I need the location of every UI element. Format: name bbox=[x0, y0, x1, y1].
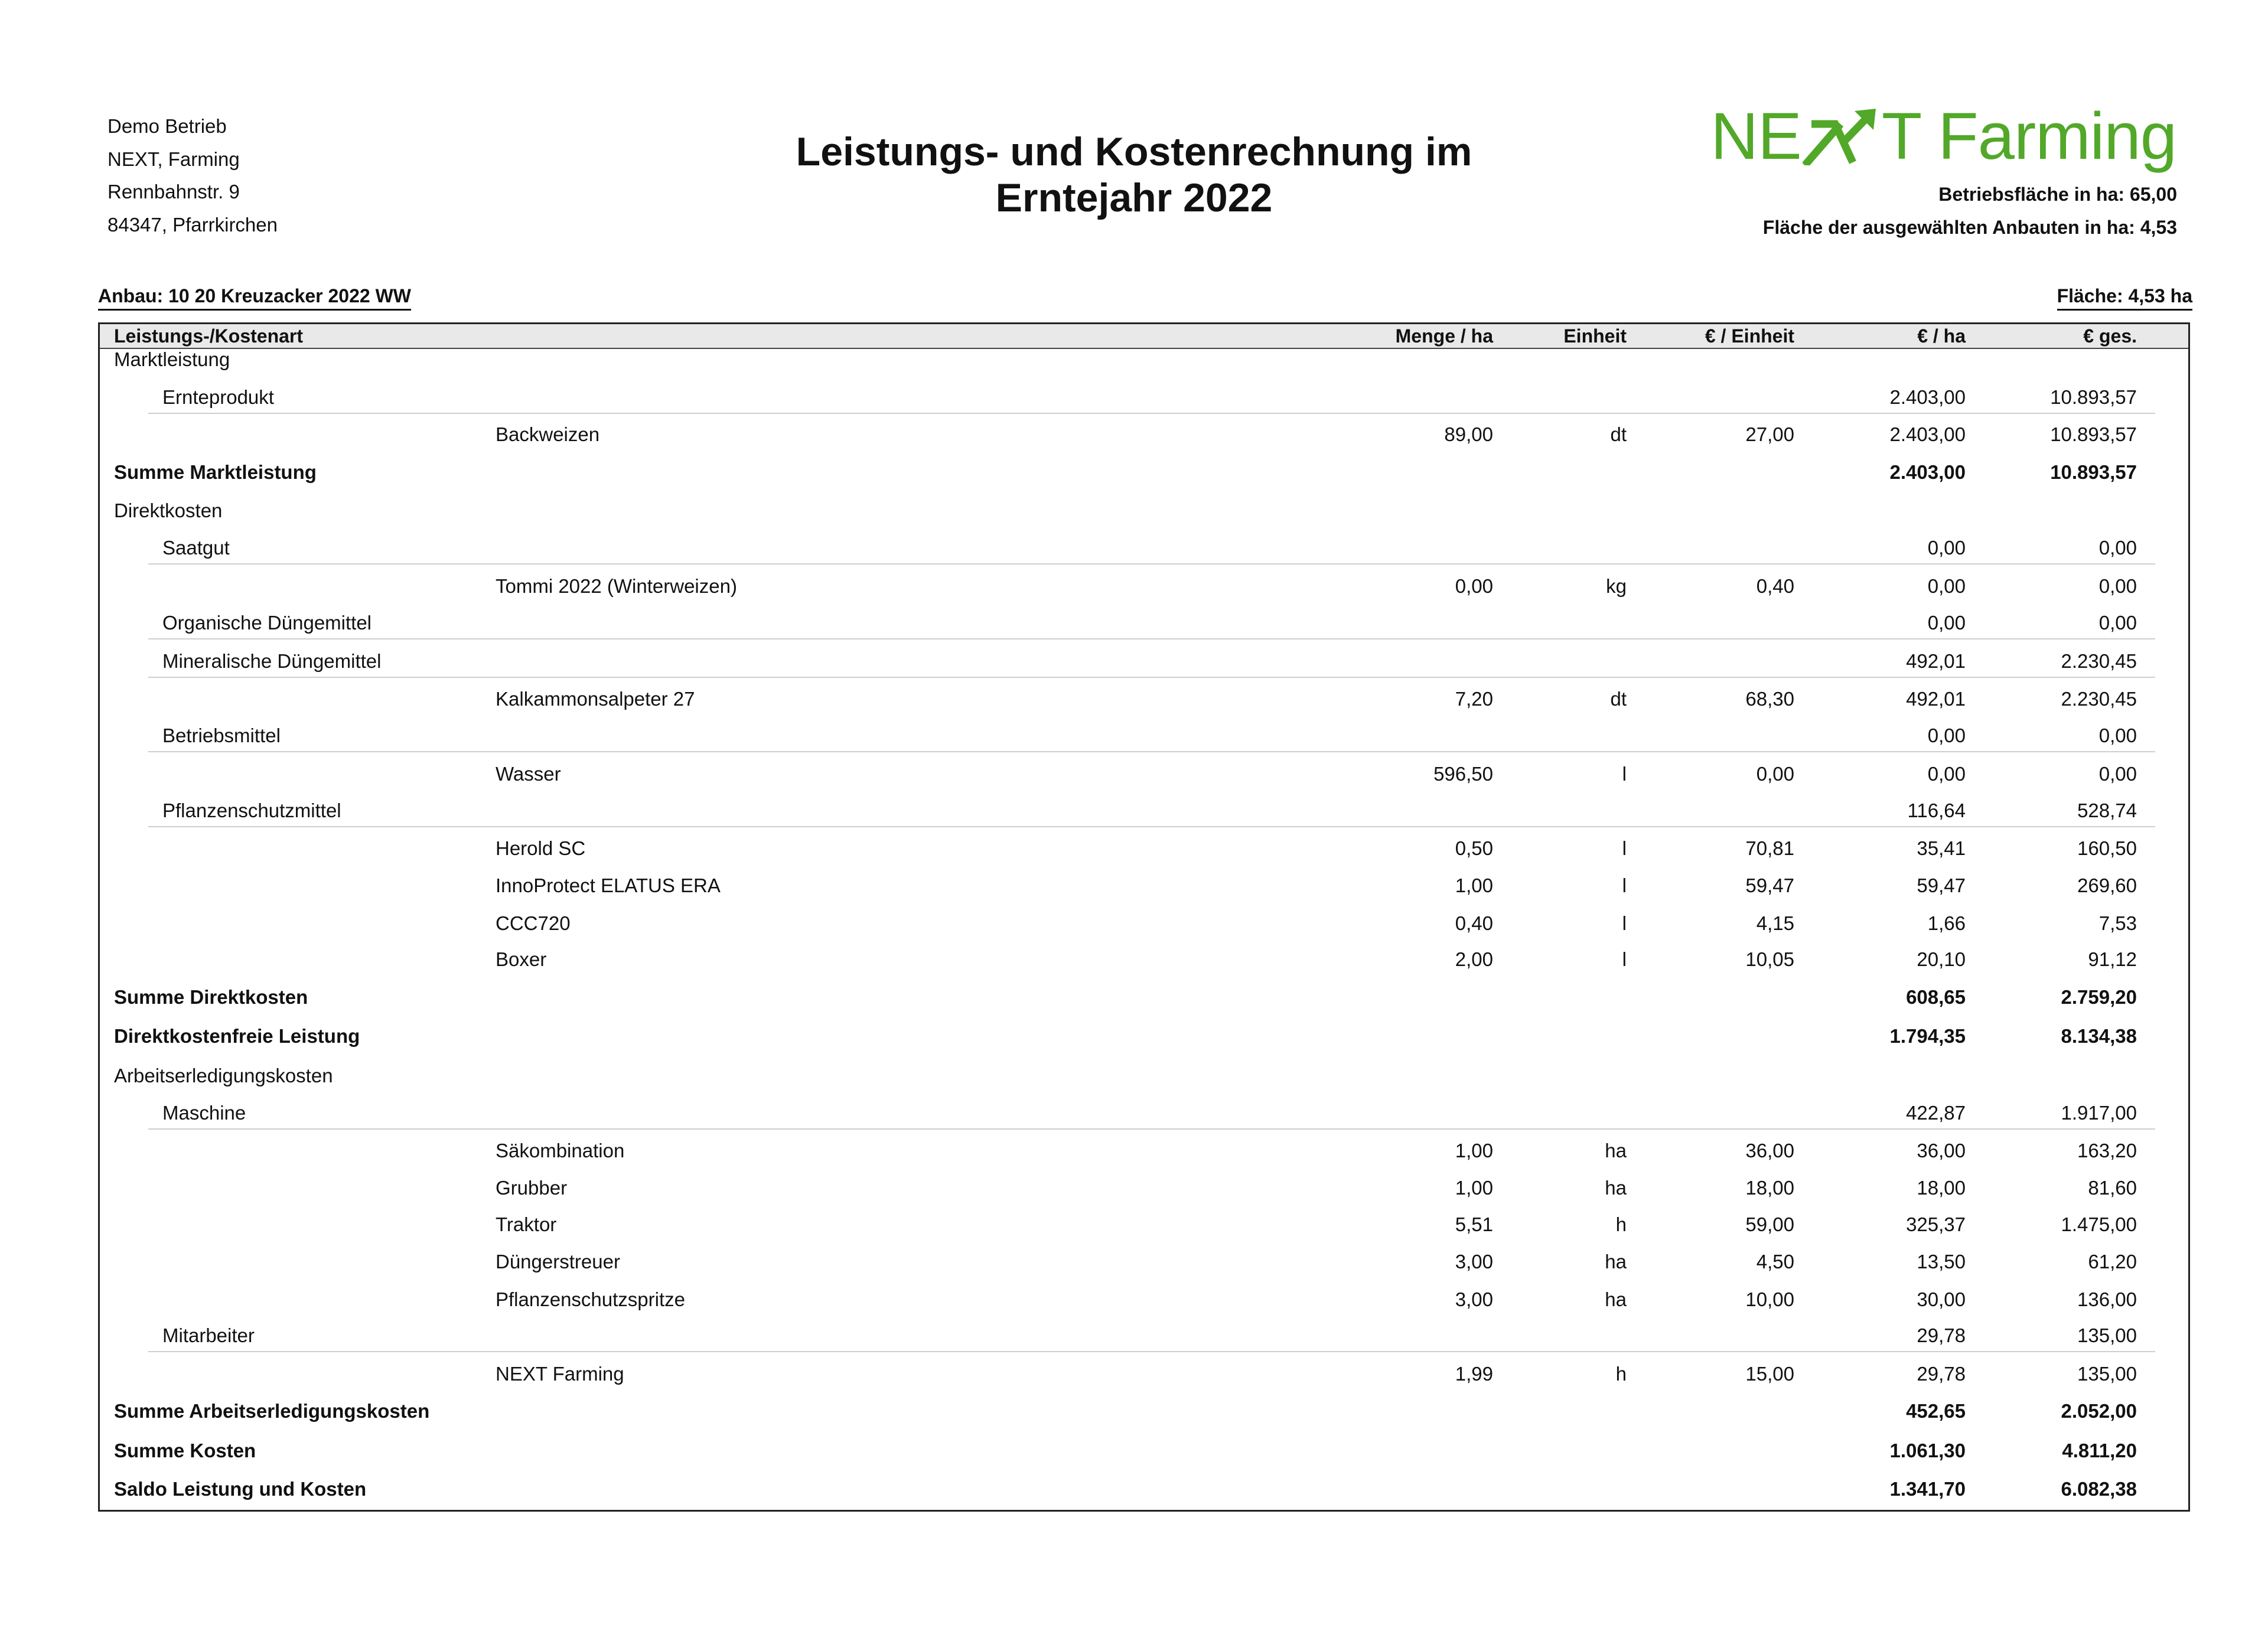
cell-eur-ha: 1,66 bbox=[1927, 912, 1966, 934]
cell-eur-ha: 1.341,70 bbox=[1889, 1478, 1966, 1500]
cell-name: Ernteprodukt bbox=[162, 386, 274, 408]
table-row bbox=[100, 499, 2188, 523]
cell-name: InnoProtect ELATUS ERA bbox=[496, 875, 721, 896]
cell-name: Summe Marktleistung bbox=[114, 461, 317, 483]
table-row bbox=[100, 837, 2188, 860]
auswahl-flaeche: Fläche der ausgewählten Anbauten in ha: 4,53 bbox=[1762, 217, 2177, 238]
cell-eur-ges: 7,53 bbox=[2098, 912, 2137, 934]
cell-eur-ha: 0,00 bbox=[1927, 537, 1966, 559]
flaeche-label: Fläche: 4,53 ha bbox=[2057, 283, 2192, 311]
cell-eur-ha: 59,47 bbox=[1917, 875, 1966, 896]
cell-name: Saatgut bbox=[162, 537, 230, 559]
cell-eur-ges: 0,00 bbox=[2098, 575, 2137, 597]
cell-name: Direktkostenfreie Leistung bbox=[114, 1025, 360, 1047]
cell-eur-ges: 0,00 bbox=[2098, 537, 2137, 559]
cell-name: Summe Kosten bbox=[114, 1440, 256, 1461]
table-row bbox=[100, 1362, 2188, 1386]
cell-einheit: ha bbox=[1605, 1177, 1627, 1199]
cell-menge: 1,99 bbox=[1455, 1363, 1493, 1385]
cell-menge: 3,00 bbox=[1455, 1288, 1493, 1310]
cell-menge: 0,40 bbox=[1455, 912, 1493, 934]
company-city: 84347, Pfarrkirchen bbox=[107, 213, 278, 236]
cell-name: CCC720 bbox=[496, 912, 571, 934]
cell-einheit: ha bbox=[1605, 1251, 1627, 1272]
anbau-label: Anbau: 10 20 Kreuzacker 2022 WW bbox=[98, 283, 411, 311]
cell-name: Summe Arbeitserledigungskosten bbox=[114, 1400, 430, 1422]
table-row bbox=[100, 536, 2188, 560]
cell-menge: 0,00 bbox=[1455, 575, 1493, 597]
betriebsflaeche: Betriebsfläche in ha: 65,00 bbox=[1938, 184, 2177, 205]
cell-eur-ges: 91,12 bbox=[2088, 948, 2137, 970]
cell-eur-ges: 135,00 bbox=[2077, 1324, 2137, 1346]
table-row bbox=[100, 799, 2188, 823]
cell-menge: 1,00 bbox=[1455, 875, 1493, 896]
company-address bbox=[107, 110, 278, 241]
cell-name: Organische Düngemittel bbox=[162, 612, 372, 634]
cell-eur-ha: 30,00 bbox=[1917, 1288, 1966, 1310]
cell-name: Kalkammonsalpeter 27 bbox=[496, 688, 695, 710]
cell-preis: 36,00 bbox=[1745, 1140, 1794, 1161]
cell-name: Traktor bbox=[496, 1213, 557, 1235]
table-row bbox=[100, 1176, 2188, 1200]
cell-menge: 1,00 bbox=[1455, 1140, 1493, 1161]
table-row bbox=[100, 912, 2188, 935]
cell-menge: 0,50 bbox=[1455, 837, 1493, 859]
cell-name: Marktleistung bbox=[114, 348, 230, 370]
cell-name: Boxer bbox=[496, 948, 547, 970]
cell-eur-ges: 2.230,45 bbox=[2061, 650, 2137, 672]
cell-einheit: kg bbox=[1606, 575, 1627, 597]
cell-eur-ha: 20,10 bbox=[1917, 948, 1966, 970]
cell-eur-ha: 13,50 bbox=[1917, 1251, 1966, 1272]
cell-name: Grubber bbox=[496, 1177, 568, 1199]
table-header bbox=[100, 324, 2188, 349]
table-row bbox=[100, 1064, 2188, 1088]
cell-eur-ges: 160,50 bbox=[2077, 837, 2137, 859]
cell-einheit: l bbox=[1622, 948, 1627, 970]
table-row bbox=[100, 724, 2188, 748]
cell-eur-ges: 1.475,00 bbox=[2061, 1213, 2137, 1235]
cell-menge: 2,00 bbox=[1455, 948, 1493, 970]
cell-preis: 59,47 bbox=[1745, 875, 1794, 896]
header-eur-ges: € ges. bbox=[2083, 325, 2137, 347]
cell-eur-ges: 0,00 bbox=[2098, 763, 2137, 785]
cell-preis: 0,40 bbox=[1756, 575, 1794, 597]
table-row bbox=[100, 1024, 2188, 1048]
cell-eur-ha: 0,00 bbox=[1927, 612, 1966, 634]
company-name: Demo Betrieb bbox=[107, 115, 227, 137]
cell-name: Betriebsmittel bbox=[162, 725, 281, 746]
cell-eur-ges: 0,00 bbox=[2098, 612, 2137, 634]
cell-preis: 15,00 bbox=[1745, 1363, 1794, 1385]
cell-eur-ges: 10.893,57 bbox=[2050, 423, 2137, 445]
cell-eur-ha: 422,87 bbox=[1906, 1102, 1966, 1124]
cell-name: Backweizen bbox=[496, 423, 600, 445]
cell-eur-ges: 8.134,38 bbox=[2061, 1025, 2137, 1047]
table-row bbox=[100, 386, 2188, 409]
cell-eur-ha: 608,65 bbox=[1906, 986, 1966, 1008]
table-row bbox=[100, 423, 2188, 446]
next-x-arrow-icon bbox=[1803, 106, 1881, 165]
cell-eur-ha: 2.403,00 bbox=[1889, 386, 1966, 408]
cell-eur-ges: 61,20 bbox=[2088, 1251, 2137, 1272]
report-title bbox=[679, 129, 1589, 221]
cell-eur-ha: 35,41 bbox=[1917, 837, 1966, 859]
cost-table bbox=[98, 322, 2190, 1512]
cell-preis: 70,81 bbox=[1745, 837, 1794, 859]
cell-name: Direktkosten bbox=[114, 500, 223, 521]
cell-eur-ha: 2.403,00 bbox=[1889, 423, 1966, 445]
table-row bbox=[100, 948, 2188, 971]
cell-eur-ges: 1.917,00 bbox=[2061, 1102, 2137, 1124]
table-row bbox=[100, 874, 2188, 898]
table-row bbox=[100, 986, 2188, 1009]
cell-name: Tommi 2022 (Winterweizen) bbox=[496, 575, 737, 597]
cell-eur-ges: 135,00 bbox=[2077, 1363, 2137, 1385]
cell-name: Pflanzenschutzspritze bbox=[496, 1288, 685, 1310]
cell-menge: 596,50 bbox=[1433, 763, 1493, 785]
cell-preis: 27,00 bbox=[1745, 423, 1794, 445]
cell-preis: 0,00 bbox=[1756, 763, 1794, 785]
cell-eur-ha: 29,78 bbox=[1917, 1324, 1966, 1346]
cell-eur-ha: 452,65 bbox=[1906, 1400, 1966, 1422]
company-street: Rennbahnstr. 9 bbox=[107, 181, 240, 203]
logo-text-left: NE bbox=[1710, 99, 1801, 173]
cell-name: Mineralische Düngemittel bbox=[162, 650, 382, 672]
cell-einheit: l bbox=[1622, 912, 1627, 934]
cell-preis: 18,00 bbox=[1745, 1177, 1794, 1199]
cell-preis: 59,00 bbox=[1745, 1213, 1794, 1235]
cell-einheit: l bbox=[1622, 875, 1627, 896]
cell-einheit: dt bbox=[1610, 423, 1627, 445]
cell-eur-ges: 528,74 bbox=[2077, 800, 2137, 821]
cell-name: Säkombination bbox=[496, 1140, 625, 1161]
table-row bbox=[100, 1439, 2188, 1463]
cell-eur-ges: 2.230,45 bbox=[2061, 688, 2137, 710]
logo-text-farming: Farming bbox=[1938, 99, 2176, 173]
cell-eur-ha: 29,78 bbox=[1917, 1363, 1966, 1385]
cell-eur-ha: 36,00 bbox=[1917, 1140, 1966, 1161]
table-row bbox=[100, 461, 2188, 484]
company-owner: NEXT, Farming bbox=[107, 148, 240, 170]
cell-eur-ges: 10.893,57 bbox=[2050, 461, 2137, 483]
cell-eur-ges: 163,20 bbox=[2077, 1140, 2137, 1161]
cell-preis: 10,00 bbox=[1745, 1288, 1794, 1310]
cell-eur-ha: 325,37 bbox=[1906, 1213, 1966, 1235]
cell-einheit: h bbox=[1615, 1213, 1627, 1235]
cell-eur-ha: 0,00 bbox=[1927, 575, 1966, 597]
table-row bbox=[100, 1324, 2188, 1347]
cell-einheit: ha bbox=[1605, 1288, 1627, 1310]
table-row bbox=[100, 611, 2188, 635]
table-row bbox=[100, 650, 2188, 673]
table-row bbox=[100, 687, 2188, 711]
cell-eur-ha: 0,00 bbox=[1927, 725, 1966, 746]
cell-menge: 7,20 bbox=[1455, 688, 1493, 710]
table-row bbox=[100, 1139, 2188, 1163]
cell-preis: 4,15 bbox=[1756, 912, 1794, 934]
cell-eur-ha: 492,01 bbox=[1906, 650, 1966, 672]
next-farming-logo bbox=[1710, 94, 2176, 177]
table-row bbox=[100, 762, 2188, 786]
cell-eur-ges: 2.052,00 bbox=[2061, 1400, 2137, 1422]
header-art: Leistungs-/Kostenart bbox=[114, 325, 304, 347]
cell-eur-ha: 2.403,00 bbox=[1889, 461, 1966, 483]
area-summary bbox=[1763, 178, 2177, 244]
table-row bbox=[100, 575, 2188, 598]
cell-eur-ha: 1.061,30 bbox=[1889, 1440, 1966, 1461]
cell-name: Saldo Leistung und Kosten bbox=[114, 1478, 367, 1500]
report-title-line2: Erntejahr 2022 bbox=[995, 175, 1273, 220]
header-eur-ha: € / ha bbox=[1917, 325, 1966, 347]
cell-einheit: dt bbox=[1610, 688, 1627, 710]
cell-eur-ges: 136,00 bbox=[2077, 1288, 2137, 1310]
cell-eur-ha: 0,00 bbox=[1927, 763, 1966, 785]
header-menge: Menge / ha bbox=[1395, 325, 1493, 347]
cell-menge: 5,51 bbox=[1455, 1213, 1493, 1235]
cell-name: Arbeitserledigungskosten bbox=[114, 1065, 333, 1086]
cell-einheit: ha bbox=[1605, 1140, 1627, 1161]
report-title-line1: Leistungs- und Kostenrechnung im bbox=[796, 129, 1472, 174]
cell-einheit: l bbox=[1622, 837, 1627, 859]
header-preis: € / Einheit bbox=[1705, 325, 1794, 347]
cell-menge: 3,00 bbox=[1455, 1251, 1493, 1272]
cell-preis: 4,50 bbox=[1756, 1251, 1794, 1272]
cell-name: Summe Direktkosten bbox=[114, 986, 308, 1008]
cell-eur-ha: 492,01 bbox=[1906, 688, 1966, 710]
cell-eur-ges: 6.082,38 bbox=[2061, 1478, 2137, 1500]
cell-eur-ges: 2.759,20 bbox=[2061, 986, 2137, 1008]
logo-text-right: T bbox=[1881, 99, 1922, 173]
cell-name: Pflanzenschutzmittel bbox=[162, 800, 341, 821]
cell-name: Düngerstreuer bbox=[496, 1251, 620, 1272]
cell-eur-ha: 18,00 bbox=[1917, 1177, 1966, 1199]
cell-name: NEXT Farming bbox=[496, 1363, 624, 1385]
table-row bbox=[100, 1288, 2188, 1311]
table-row bbox=[100, 1477, 2188, 1501]
cell-eur-ges: 4.811,20 bbox=[2062, 1440, 2137, 1461]
cell-menge: 1,00 bbox=[1455, 1177, 1493, 1199]
header-einheit: Einheit bbox=[1563, 325, 1627, 347]
cell-eur-ges: 0,00 bbox=[2098, 725, 2137, 746]
cell-eur-ha: 1.794,35 bbox=[1889, 1025, 1966, 1047]
table-row bbox=[100, 348, 2188, 371]
table-row bbox=[100, 1101, 2188, 1125]
cell-preis: 68,30 bbox=[1745, 688, 1794, 710]
cell-name: Maschine bbox=[162, 1102, 246, 1124]
cell-name: Mitarbeiter bbox=[162, 1324, 255, 1346]
cell-eur-ha: 116,64 bbox=[1907, 800, 1966, 821]
cell-einheit: h bbox=[1615, 1363, 1627, 1385]
table-row bbox=[100, 1213, 2188, 1236]
cell-preis: 10,05 bbox=[1745, 948, 1794, 970]
cell-name: Wasser bbox=[496, 763, 561, 785]
cell-einheit: l bbox=[1622, 763, 1627, 785]
cell-eur-ges: 81,60 bbox=[2088, 1177, 2137, 1199]
table-row bbox=[100, 1250, 2188, 1274]
table-row bbox=[100, 1399, 2188, 1423]
cell-name: Herold SC bbox=[496, 837, 586, 859]
cell-eur-ges: 10.893,57 bbox=[2050, 386, 2137, 408]
cell-eur-ges: 269,60 bbox=[2077, 875, 2137, 896]
cell-menge: 89,00 bbox=[1444, 423, 1493, 445]
